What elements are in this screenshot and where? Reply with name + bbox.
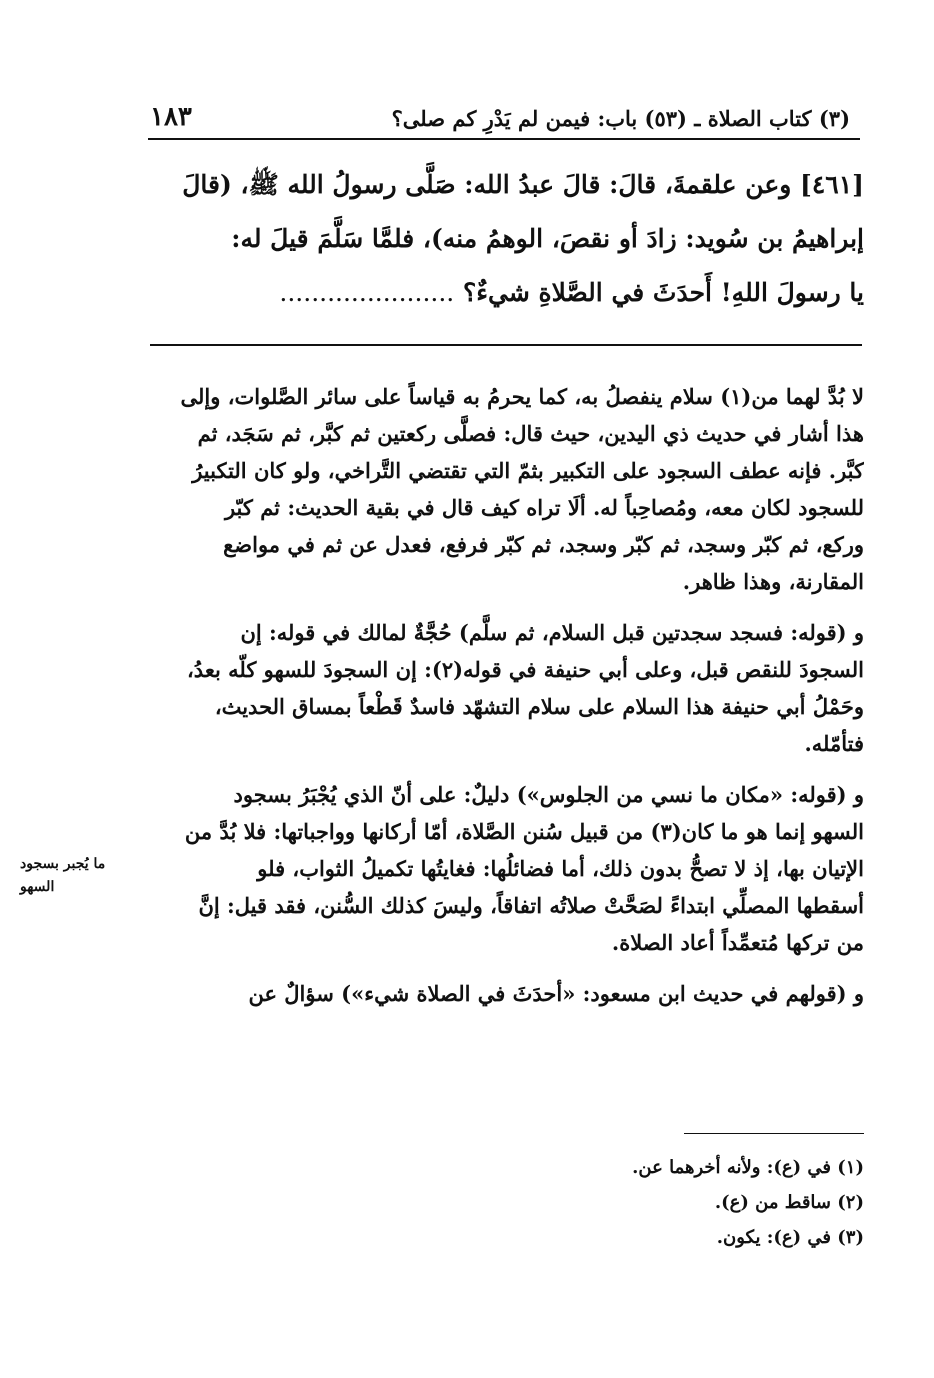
header-divider [148, 138, 860, 140]
hadith-line-text: يا رسولَ اللهِ! أَحدَثَ في الصَّلاةِ شيءٌ؟ [462, 278, 864, 307]
ellipsis-dots: ...................... [279, 278, 455, 307]
commentary-paragraph [150, 776, 864, 961]
commentary-line: وحَمْلُ أبي حنيفة هذا السلام على سلام التشهّد فاسدٌ قَطْعاً بمساق الحديث، [214, 694, 864, 719]
footnote: (١) في (ع): ولأنه أخرهما عن. [632, 1157, 864, 1178]
margin-note-line: السهو [20, 879, 55, 895]
margin-note [20, 853, 145, 899]
footnotes [150, 1150, 864, 1255]
commentary-line: أسقطها المصلِّي ابتداءً لصَحَّتْ صلاتُه اتفاقاً، وليسَ كذلك السُّنن، فقد قيل: إنَّ [198, 893, 864, 918]
footnote: (٢) ساقط من (ع). [714, 1192, 864, 1213]
commentary-line: و (قوله: فسجد سجدتين قبل السلام، ثم سلَّم) حُجَّةٌ لمالك في قوله: إن [240, 620, 864, 645]
running-title: (٣) كتاب الصلاة ـ (٥٣) باب: فيمن لم يَدْرِ كم صلى؟ [391, 106, 850, 131]
commentary-line: من تركها مُتعمِّداً أعاد الصلاة. [611, 930, 864, 955]
commentary-paragraph [150, 975, 864, 1012]
commentary-line: لا بُدَّ لهما من(١) سلام ينفصلُ به، كما يحرمُ به قياساً على سائر الصَّلوات، وإلى [180, 384, 864, 409]
hadith-line [150, 266, 864, 320]
hadith-text [150, 158, 864, 320]
section-divider [150, 344, 862, 346]
commentary-paragraph [150, 378, 864, 600]
commentary-line: فتأمّله. [804, 731, 864, 756]
hadith-line: إبراهيمُ بن سُويد: زادَ أو نقصَ، الوهمُ منه)، فلمَّا سَلَّمَ قيلَ له: [231, 224, 864, 253]
margin-note-line: ما يُجبر بسجود [20, 856, 106, 872]
commentary-line: السهو إنما هو ما كان(٣) من قبيل سُنن الصَّلاة، أمّا أركانها وواجباتها: فلا بُدَّ من [184, 819, 864, 844]
commentary-text [150, 378, 864, 1026]
commentary-line: و (قولهم في حديث ابن مسعود: «أحدَثَ في الصلاة شيء») سؤالٌ عن [248, 981, 864, 1006]
commentary-paragraph [150, 614, 864, 762]
page-number: ١٨٣ [150, 102, 192, 132]
commentary-line: الإتيان بها، إذ لا تصحُّ بدون ذلك، أما فضائلُها: فغايتُها تكميلُ الثواب، فلو [257, 856, 864, 881]
hadith-line: [٤٦١] وعن علقمةَ، قالَ: قالَ عبدُ الله: صَلَّى رسولُ الله ﷺ، (قالَ [182, 170, 864, 199]
page-header [150, 102, 850, 138]
commentary-line: و (قوله: «مكان ما نسي من الجلوس») دليلٌ: على أنّ الذي يُجْبَرُ بسجود [233, 782, 864, 807]
commentary-line: للسجود لكان معه، ومُصاحِباً له. ألَا تراه كيف قال في بقية الحديث: ثم كبّر [224, 495, 864, 520]
footnote-divider [684, 1133, 864, 1134]
footnote: (٣) في (ع): يكون. [716, 1227, 864, 1248]
commentary-line: كبَّر. فإنه عطف السجود على التكبير بثمّ التي تقتضي التَّراخي، ولو كان التكبيرُ [192, 458, 864, 483]
commentary-line: السجودَ للنقص قبل، وعلى أبي حنيفة في قوله(٢): إن السجودَ للسهو كلّه بعدُ، [187, 657, 864, 682]
commentary-line: المقارنة، وهذا ظاهر. [682, 569, 864, 594]
commentary-line: هذا أشار في حديث ذي اليدين، حيث قال: فصلَّى ركعتين ثم كبَّر، ثم سَجَد، ثم [197, 421, 864, 446]
commentary-line: وركع، ثم كبّر وسجد، ثم كبّر وسجد، ثم كبّر فرفع، فعدل عن ثم في مواضع [223, 532, 864, 557]
